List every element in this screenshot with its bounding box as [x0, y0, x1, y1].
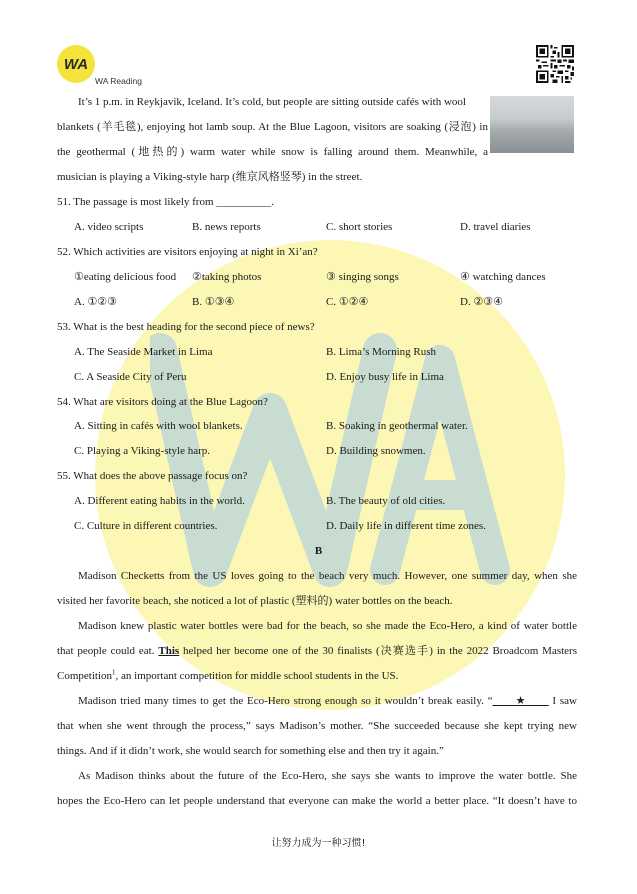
q54-option-b: B. Soaking in geothermal water. — [326, 420, 468, 432]
q52-choice-2: ②taking photos — [192, 271, 262, 283]
section-b-line: As Madison thinks about the future of the Eco-Hero, she says she wants to improve the water bottle. She — [78, 770, 577, 782]
question-54-stem: 54. What are visitors doing at the Blue Lagoon? — [57, 396, 268, 408]
section-b-line: that when she went through the process,” says Madison’s mother. “She succeeded because she kept trying new — [57, 720, 577, 732]
logo-caption: WA Reading — [95, 76, 142, 86]
section-b-line: things. And if it didn’t work, she would search for something else and then try it again.” — [57, 745, 444, 757]
question-55-stem: 55. What does the above passage focus on? — [57, 470, 248, 482]
q54-option-d: D. Building snowmen. — [326, 445, 426, 457]
section-b-line: Madison tried many times to get the Eco-Hero strong enough so it wouldn’t break easily. “____★____ I saw — [78, 695, 577, 707]
q53-option-c: C. A Seaside City of Peru — [74, 371, 187, 383]
wa-logo — [57, 45, 95, 83]
passage-line: the geothermal (地热的) warm water while snow is falling around them. Meanwhile, a — [57, 146, 488, 158]
section-b-line: Madison Checketts from the US loves going to the beach very much. However, one summer day, when she — [78, 570, 577, 582]
q52-option-c: C. ①②④ — [326, 296, 369, 308]
q51-option-c: C. short stories — [326, 221, 393, 233]
q51-option-a: A. video scripts — [74, 221, 144, 233]
q55-option-a: A. Different eating habits in the world. — [74, 495, 245, 507]
question-51-stem: 51. The passage is most likely from __________. — [57, 196, 275, 208]
q52-choice-3: ③ singing songs — [326, 271, 399, 283]
q54-option-c: C. Playing a Viking-style harp. — [74, 445, 211, 457]
q51-option-d: D. travel diaries — [460, 221, 531, 233]
q52-option-d: D. ②③④ — [460, 296, 504, 308]
q52-choice-4: ④ watching dances — [460, 271, 546, 283]
qr-code — [536, 45, 574, 83]
q51-option-b: B. news reports — [192, 221, 261, 233]
lagoon-photo — [490, 96, 574, 153]
q53-option-b: B. Lima’s Morning Rush — [326, 346, 437, 358]
question-53-stem: 53. What is the best heading for the second piece of news? — [57, 321, 315, 333]
q55-option-d: D. Daily life in different time zones. — [326, 520, 486, 532]
section-b-line: hopes the Eco-Hero can let people understand that everyone can make the world a better place. “It doesn’t have to — [57, 795, 577, 807]
wa-logo-mark: WA — [63, 55, 89, 73]
section-b-line: Competition$^1$, an important competition for middle school students in the US. — [57, 668, 399, 682]
section-heading: B — [314, 545, 323, 557]
passage-line: musician is playing a Viking-style harp (维京风格竖琴) in the street. — [57, 171, 363, 183]
passage-line: blankets (羊毛毯), enjoying hot lamb soup. At the Blue Lagoon, visitors are soaking (浸泡) in — [57, 121, 488, 133]
q55-option-b: B. The beauty of old cities. — [326, 495, 446, 507]
q54-option-a: A. Sitting in cafés with wool blankets. — [74, 420, 243, 432]
page-footer: 让努力成为一种习惯! — [271, 838, 366, 849]
q53-option-a: A. The Seaside Market in Lima — [74, 346, 213, 358]
passage-line: It’s 1 p.m. in Reykjavik, Iceland. It’s cold, but people are sitting outside cafés with wool — [78, 96, 466, 108]
q52-choice-1: ①eating delicious food — [74, 271, 177, 283]
q53-option-d: D. Enjoy busy life in Lima — [326, 371, 444, 383]
q55-option-c: C. Culture in different countries. — [74, 520, 218, 532]
q52-option-b: B. ①③④ — [192, 296, 235, 308]
q52-option-a: A. ①②③ — [74, 296, 118, 308]
this-emphasis: This — [158, 645, 180, 657]
section-b-line: Madison knew plastic water bottles were bad for the beach, so she made the Eco-Hero, a kind of water bottle — [78, 620, 577, 632]
star-blank: ____★____ — [492, 695, 549, 707]
section-b-line: that people could eat. This helped her become one of the 30 finalists (决赛选手) in the 2022 Broadcom Masters — [57, 645, 577, 657]
section-b-line: visited her favorite beach, she noticed a lot of plastic (塑料的) water bottles on the beach. — [57, 595, 453, 607]
question-52-stem: 52. Which activities are visitors enjoying at night in Xi’an? — [57, 246, 318, 258]
